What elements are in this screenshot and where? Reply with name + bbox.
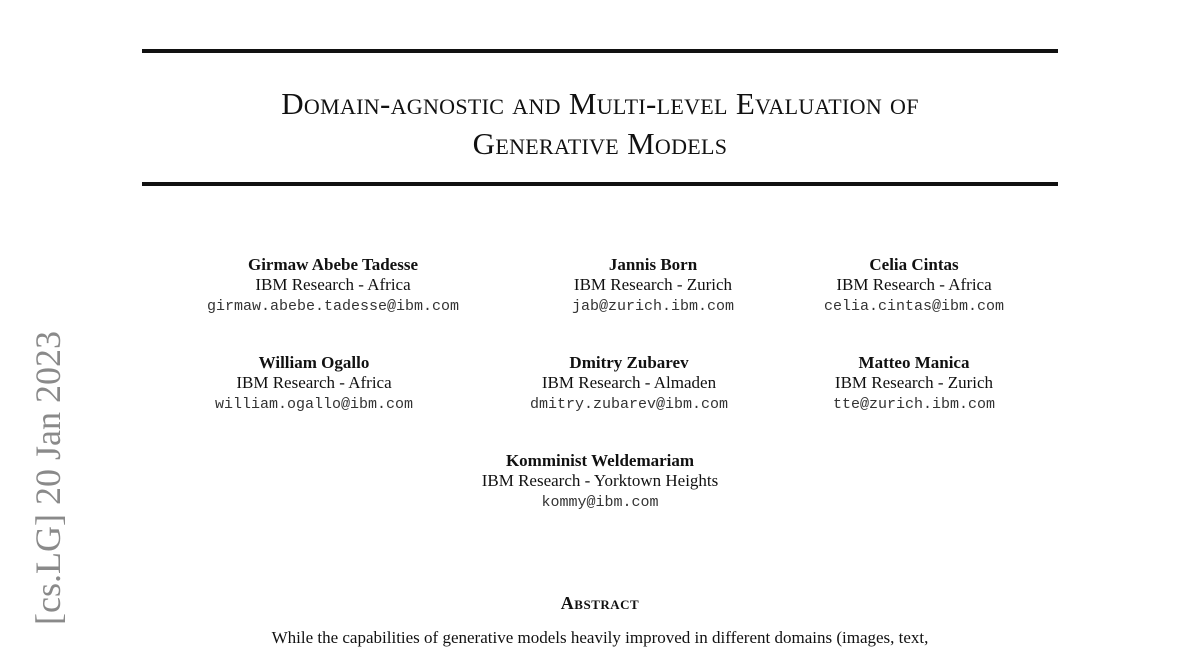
abstract-text: While the capabilities of generative models heavily improved in different domains (images, text, [271, 628, 929, 647]
author-name: Jannis Born [608, 255, 698, 274]
author-block [134, 352, 494, 417]
author-email: dmitry.zubarev@ibm.com [529, 396, 729, 413]
author-affiliation: IBM Research - Africa [836, 275, 992, 294]
author-affiliation: IBM Research - Africa [236, 373, 392, 392]
author-name: Celia Cintas [869, 255, 959, 274]
author-email: william.ogallo@ibm.com [214, 396, 414, 413]
author-email: girmaw.abebe.tadesse@ibm.com [206, 298, 460, 315]
author-affiliation: IBM Research - Almaden [541, 373, 717, 392]
author-affiliation: IBM Research - Africa [255, 275, 411, 294]
author-email: kommy@ibm.com [541, 494, 659, 511]
author-name: Girmaw Abebe Tadesse [247, 255, 419, 274]
author-email: tte@zurich.ibm.com [832, 396, 996, 413]
paper-title-line-1: Domain-agnostic and Multi-level Evaluation of [281, 86, 919, 121]
author-name: William Ogallo [258, 353, 370, 372]
paper-title [142, 84, 1058, 164]
author-name: Komminist Weldemariam [505, 451, 695, 470]
author-name: Dmitry Zubarev [569, 353, 689, 372]
author-affiliation: IBM Research - Yorktown Heights [481, 471, 719, 490]
arxiv-stamp: [cs.LG] 20 Jan 2023 [28, 331, 68, 625]
author-affiliation: IBM Research - Zurich [834, 373, 994, 392]
author-email: celia.cintas@ibm.com [823, 298, 1005, 315]
author-block [734, 352, 1094, 417]
author-block [420, 450, 780, 515]
abstract-heading: Abstract [560, 593, 640, 613]
title-rule-bottom [142, 182, 1058, 186]
author-block [153, 254, 513, 319]
author-block [734, 254, 1094, 319]
author-email: jab@zurich.ibm.com [571, 298, 735, 315]
paper-title-line-2: Generative Models [472, 126, 728, 161]
title-rule-top [142, 49, 1058, 53]
author-affiliation: IBM Research - Zurich [573, 275, 733, 294]
author-name: Matteo Manica [858, 353, 970, 372]
